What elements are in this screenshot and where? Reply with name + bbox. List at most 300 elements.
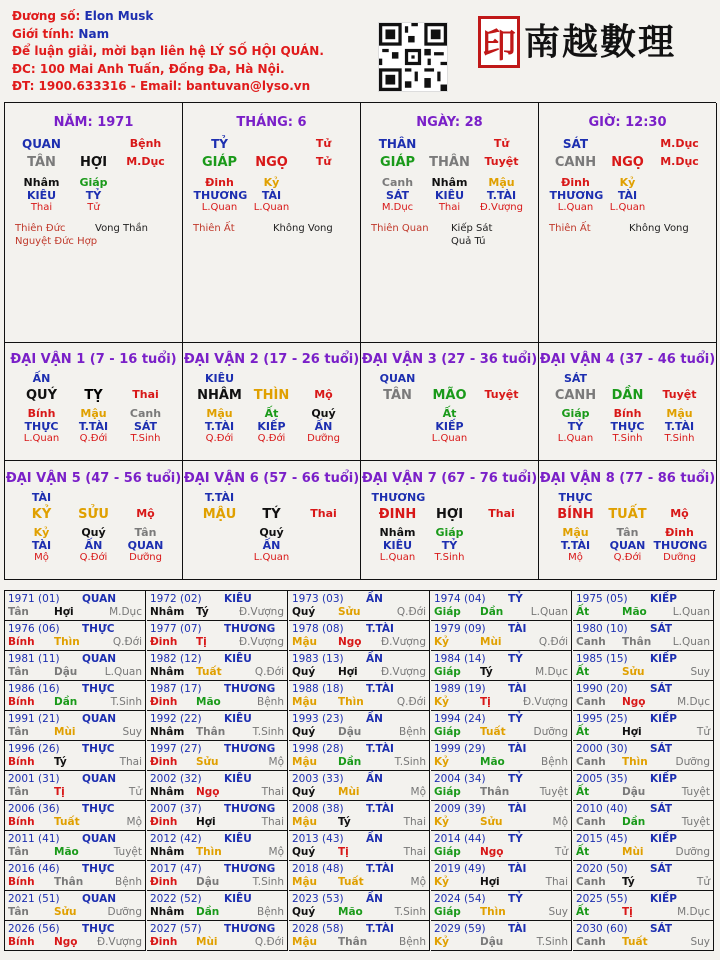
- year-cell: [573, 621, 714, 651]
- dai-van-can-chi-row: [183, 388, 360, 403]
- spacer: [654, 491, 706, 504]
- hidden-stage: Q.Đới: [613, 552, 642, 563]
- year-cell: [573, 801, 714, 831]
- dai-van-stage: Thai: [310, 507, 337, 520]
- contact-line: Để luận giải, mời bạn liên hệ LÝ SỐ HỘI QUÁN.: [12, 44, 324, 58]
- year-row-top: [8, 653, 142, 666]
- year-stem: Tân: [8, 606, 29, 618]
- year-cell: [5, 771, 146, 801]
- year-branch: Dậu: [480, 936, 504, 948]
- year-row-top: [150, 593, 284, 606]
- year-label: 1995 (25): [576, 713, 628, 725]
- year-stem: Giáp: [434, 846, 461, 858]
- hidden-star: KIÊU: [26, 189, 57, 202]
- year-stage: Dưỡng: [675, 756, 710, 768]
- year-branch: Dần: [196, 906, 220, 918]
- hidden-star: SÁT: [133, 420, 158, 433]
- year-stage: T.Sinh: [536, 936, 568, 948]
- year-row-top: [576, 593, 710, 606]
- hidden-stem: [120, 176, 172, 189]
- year-branch: Tý: [196, 606, 209, 618]
- year-star: TỶ: [508, 773, 523, 785]
- year-row-bottom: [8, 846, 142, 859]
- year-stage: T.Sinh: [394, 756, 426, 768]
- spacer: [298, 491, 350, 504]
- year-branch: Sửu: [480, 816, 503, 828]
- year-stem: Đinh: [150, 816, 178, 828]
- year-label: 2011 (41): [8, 833, 60, 845]
- hidden-star: [372, 420, 424, 433]
- year-label: 2020 (50): [576, 863, 628, 875]
- pillar-stars-row: [361, 137, 538, 151]
- year-branch: Sửu: [196, 756, 219, 768]
- year-row-bottom: [150, 696, 284, 709]
- pillar-title: NGÀY: 28: [416, 115, 483, 130]
- year-label: 1984 (14): [434, 653, 486, 665]
- hidden-star: [654, 189, 706, 202]
- spacer: [424, 372, 476, 385]
- year-row-bottom: [434, 846, 568, 859]
- year-star: TỶ: [508, 593, 523, 605]
- hidden-star: THƯƠNG: [193, 189, 248, 202]
- year-star: ẤN: [366, 593, 383, 605]
- year-star: QUAN: [82, 893, 117, 905]
- year-row-bottom: [576, 726, 710, 739]
- year-label: 2002 (32): [150, 773, 202, 785]
- year-stage: Mộ: [410, 786, 426, 798]
- year-branch: Thìn: [622, 756, 648, 768]
- heavenly-stem-star: QUAN: [22, 137, 61, 151]
- year-stem: Kỷ: [434, 756, 449, 768]
- dai-van-stem: MẬU: [202, 507, 237, 522]
- hidden-stages-row: [5, 202, 182, 213]
- year-stage: Q.Đới: [254, 936, 284, 948]
- year-branch: Dậu: [622, 786, 646, 798]
- year-cell: [431, 891, 572, 921]
- year-label: 2022 (52): [150, 893, 202, 905]
- pillar-stars-row: [539, 137, 716, 151]
- hidden-stage: [476, 552, 528, 563]
- year-stage: Bệnh: [115, 876, 142, 888]
- year-branch: Mão: [622, 606, 647, 618]
- year-cell: [147, 801, 288, 831]
- year-label: 2010 (40): [576, 803, 628, 815]
- year-stage: T.Sinh: [394, 906, 426, 918]
- year-row-bottom: [292, 756, 426, 769]
- year-row-top: [8, 833, 142, 846]
- year-stem: Ất: [576, 666, 590, 678]
- hidden-star: ẤN: [314, 420, 333, 433]
- year-stage: Mộ: [410, 876, 426, 888]
- year-stage: Suy: [690, 936, 710, 948]
- year-star: KIẾP: [650, 653, 677, 665]
- dai-van-hidden-stages: [183, 433, 360, 444]
- year-star: T.TÀI: [366, 743, 394, 755]
- year-star: THƯƠNG: [224, 923, 276, 935]
- hidden-star: [476, 420, 528, 433]
- dai-van-can-chi-row: [5, 507, 182, 522]
- hidden-stem: Canh: [129, 407, 162, 420]
- year-row-bottom: [434, 606, 568, 619]
- spacer: [120, 491, 172, 504]
- gender-value: Nam: [78, 26, 110, 41]
- hidden-star: TÀI: [261, 189, 282, 202]
- pillar-cell: [183, 103, 361, 343]
- year-branch: Sửu: [338, 606, 361, 618]
- year-row-bottom: [576, 696, 710, 709]
- year-label: 1979 (09): [434, 623, 486, 635]
- pillar-stars-row: [183, 137, 360, 151]
- year-stage: Bệnh: [541, 756, 568, 768]
- dai-van-hidden-stems: [361, 526, 538, 539]
- earthly-branch: HỢI: [79, 155, 108, 170]
- dai-van-star: KIÊU: [204, 372, 235, 385]
- year-stage: Tuyệt: [681, 786, 710, 798]
- year-cell: [147, 891, 288, 921]
- pillar-can-chi-row: [539, 155, 716, 170]
- year-label: 1981 (11): [8, 653, 60, 665]
- year-cell: [573, 651, 714, 681]
- dai-van-stem: TÂN: [383, 388, 412, 403]
- year-row-bottom: [8, 816, 142, 829]
- year-label: 1988 (18): [292, 683, 344, 695]
- year-row-top: [576, 863, 710, 876]
- year-cell: [431, 681, 572, 711]
- year-cell: [5, 831, 146, 861]
- year-label: 1989 (19): [434, 683, 486, 695]
- year-label: 1976 (06): [8, 623, 60, 635]
- hidden-stem: Đinh: [205, 176, 234, 189]
- year-branch: Ngọ: [622, 696, 646, 708]
- year-row-top: [8, 803, 142, 816]
- year-row-top: [434, 803, 568, 816]
- year-stem: Nhâm: [150, 666, 185, 678]
- hidden-star: TỶ: [441, 539, 458, 552]
- year-stem: Nhâm: [150, 726, 185, 738]
- year-row-top: [292, 623, 426, 636]
- year-row-bottom: [434, 696, 568, 709]
- earthly-branch: NGỌ: [611, 155, 644, 170]
- year-star: ẤN: [366, 773, 383, 785]
- stage-label: Tử: [315, 137, 332, 150]
- dai-van-can-chi-row: [361, 507, 538, 522]
- shensha-right: Quả Tú: [451, 236, 486, 247]
- year-cell: [289, 771, 430, 801]
- year-cell: [289, 621, 430, 651]
- year-row-bottom: [576, 846, 710, 859]
- year-stage: Q.Đới: [538, 636, 568, 648]
- year-star: QUAN: [82, 713, 117, 725]
- dai-van-branch: HỢI: [435, 507, 464, 522]
- year-row-top: [150, 653, 284, 666]
- shensha-row: [5, 223, 182, 234]
- year-row-top: [8, 773, 142, 786]
- year-stage: Q.Đới: [396, 696, 426, 708]
- year-branch: Mùi: [622, 846, 644, 858]
- year-star: TÀI: [508, 743, 527, 755]
- year-stage: L.Quan: [672, 606, 710, 618]
- year-stem: Giáp: [434, 906, 461, 918]
- year-star: QUAN: [82, 773, 117, 785]
- hidden-stage: Dưỡng: [307, 433, 340, 444]
- phone-email-line: ĐT: 1900.633316 - Email: bantuvan@lyso.vn: [12, 79, 311, 93]
- hidden-star: KIÊU: [434, 189, 465, 202]
- dai-van-hidden-stars: [361, 539, 538, 552]
- hidden-star: [194, 539, 246, 552]
- year-row-bottom: [576, 786, 710, 799]
- year-row-top: [292, 773, 426, 786]
- hidden-stem: Mậu: [666, 407, 693, 420]
- year-row-top: [8, 593, 142, 606]
- hidden-stem: Kỷ: [263, 176, 280, 189]
- shensha-left: Thiên Quan: [371, 223, 429, 234]
- year-row-top: [576, 893, 710, 906]
- year-stage: Tuyệt: [681, 816, 710, 828]
- stage-label: Tuyệt: [484, 155, 519, 168]
- year-stage: Đ.Vượng: [238, 636, 284, 648]
- hidden-stems-row: [539, 176, 716, 189]
- year-row-bottom: [292, 786, 426, 799]
- heavenly-stem-star: THÂN: [378, 137, 417, 151]
- year-label: 2026 (56): [8, 923, 60, 935]
- year-label: 1990 (20): [576, 683, 628, 695]
- dai-van-cell: [5, 342, 183, 461]
- year-label: 2006 (36): [8, 803, 60, 815]
- dai-van-hidden-stars: [361, 420, 538, 433]
- hidden-stages-row: [183, 202, 360, 213]
- year-row-bottom: [150, 816, 284, 829]
- year-label: 2028 (58): [292, 923, 344, 935]
- dai-van-cell: [361, 461, 539, 580]
- hidden-stem: Canh: [381, 176, 414, 189]
- dai-van-star: QUAN: [379, 372, 416, 385]
- year-stem: Giáp: [434, 726, 461, 738]
- owner-label: Đương số:: [12, 9, 81, 23]
- year-star: TỶ: [508, 713, 523, 725]
- year-branch: Thìn: [480, 906, 506, 918]
- year-stem: Ất: [576, 726, 590, 738]
- year-stage: Thai: [261, 786, 284, 798]
- year-label: 2029 (59): [434, 923, 486, 935]
- pillar-can-chi-row: [5, 155, 182, 170]
- year-star: ẤN: [366, 833, 383, 845]
- hidden-star: TỶ: [567, 420, 584, 433]
- year-branch: Mùi: [54, 726, 76, 738]
- hidden-stage: L.Quan: [253, 552, 290, 563]
- header-info: [12, 8, 382, 96]
- dai-van-hidden-stems: [183, 526, 360, 539]
- stage-label: M.Dục: [660, 155, 699, 168]
- dai-van-hidden-stages: [539, 552, 716, 563]
- spacer: [68, 491, 120, 504]
- spacer: [424, 137, 476, 151]
- hidden-stage: [120, 202, 172, 213]
- year-branch: Thìn: [196, 846, 222, 858]
- hidden-stems-row: [361, 176, 538, 189]
- hidden-stem: Đinh: [561, 176, 590, 189]
- year-label: 2013 (43): [292, 833, 344, 845]
- year-row-top: [150, 683, 284, 696]
- year-branch: Tị: [54, 786, 65, 798]
- shensha-left: Thiên Ất: [549, 223, 591, 234]
- year-row-top: [150, 623, 284, 636]
- shensha-left: Nguyệt Đức Hợp: [15, 236, 98, 247]
- year-row-top: [150, 863, 284, 876]
- year-cell: [289, 891, 430, 921]
- year-row-bottom: [292, 696, 426, 709]
- year-star: TỶ: [508, 653, 523, 665]
- year-row-bottom: [150, 786, 284, 799]
- year-row-bottom: [292, 906, 426, 919]
- year-row-top: [434, 653, 568, 666]
- year-stem: Tân: [8, 906, 29, 918]
- year-star: TÀI: [508, 863, 527, 875]
- year-branch: Hợi: [54, 606, 74, 618]
- hidden-stages-row: [361, 202, 538, 213]
- hidden-star: ẤN: [262, 539, 281, 552]
- year-star: TÀI: [508, 923, 527, 935]
- year-star: KIẾP: [650, 773, 677, 785]
- year-star: KIÊU: [224, 833, 252, 845]
- dai-van-star-row: [5, 491, 182, 504]
- hidden-star: TÀI: [31, 539, 52, 552]
- hidden-stem: Bính: [27, 407, 56, 420]
- shensha-right: Kiếp Sát: [451, 223, 493, 234]
- hidden-stage: T.Sinh: [130, 433, 161, 444]
- year-stem: Ất: [576, 846, 590, 858]
- year-stem: Bính: [8, 756, 35, 768]
- year-row-top: [434, 593, 568, 606]
- year-row-top: [292, 863, 426, 876]
- year-row-top: [434, 893, 568, 906]
- hidden-stage: Tử: [87, 202, 100, 213]
- hidden-stem: [372, 407, 424, 420]
- year-star: THỰC: [82, 923, 115, 935]
- year-row-bottom: [434, 786, 568, 799]
- heavenly-stem: CANH: [554, 155, 597, 170]
- hidden-star: KIẾP: [257, 420, 286, 433]
- hidden-stem: Nhâm: [431, 176, 468, 189]
- year-cell: [431, 861, 572, 891]
- year-cell: [573, 861, 714, 891]
- hidden-stage: M.Dục: [381, 202, 414, 213]
- year-branch: Thân: [54, 876, 84, 888]
- year-star: KIÊU: [224, 713, 252, 725]
- year-label: 1986 (16): [8, 683, 60, 695]
- dai-van-stem: QUÝ: [25, 388, 58, 403]
- year-branch: Mùi: [338, 786, 360, 798]
- hidden-stage: L.Quan: [23, 433, 60, 444]
- year-row-top: [150, 803, 284, 816]
- hidden-stage: L.Quan: [379, 552, 416, 563]
- year-row-top: [292, 653, 426, 666]
- pillar-cell: [361, 103, 539, 343]
- hidden-stages-row: [539, 202, 716, 213]
- year-branch: Mão: [196, 696, 221, 708]
- year-branch: Tuất: [338, 876, 364, 888]
- hidden-star: THỰC: [610, 420, 645, 433]
- year-stage: L.Quan: [672, 636, 710, 648]
- year-row-bottom: [576, 756, 710, 769]
- hidden-stage: Q.Đới: [205, 433, 234, 444]
- year-row-bottom: [150, 636, 284, 649]
- year-row-bottom: [8, 666, 142, 679]
- year-stem: Mậu: [292, 936, 318, 948]
- year-row-bottom: [576, 666, 710, 679]
- year-stem: Bính: [8, 816, 35, 828]
- year-row-top: [576, 803, 710, 816]
- year-stage: Mộ: [552, 816, 568, 828]
- year-label: 1978 (08): [292, 623, 344, 635]
- year-row-top: [292, 893, 426, 906]
- year-label: 1996 (26): [8, 743, 60, 755]
- hidden-stage: Q.Đới: [79, 433, 108, 444]
- dai-van-hidden-stars: [539, 420, 716, 433]
- year-branch: Tý: [338, 816, 351, 828]
- year-stem: Ất: [576, 606, 590, 618]
- year-row-bottom: [434, 666, 568, 679]
- year-stage: Thai: [403, 816, 426, 828]
- shensha-row: [539, 223, 716, 234]
- year-label: 1994 (24): [434, 713, 486, 725]
- year-stem: Mậu: [292, 816, 318, 828]
- spacer: [246, 137, 298, 151]
- pillar-cell: [539, 103, 717, 343]
- year-stage: Tử: [554, 846, 568, 858]
- year-star: KIÊU: [224, 773, 252, 785]
- year-stem: Quý: [292, 726, 316, 738]
- year-row-bottom: [434, 636, 568, 649]
- dai-van-can-chi-row: [361, 388, 538, 403]
- hidden-stage: T.Sinh: [664, 433, 695, 444]
- heavenly-stem: TÂN: [27, 155, 56, 170]
- hidden-stem: Ất: [264, 407, 279, 420]
- dai-van-stage: Mộ: [314, 388, 333, 401]
- year-label: 2012 (42): [150, 833, 202, 845]
- qr-code[interactable]: [378, 22, 448, 92]
- year-stage: Đ.Vượng: [380, 636, 426, 648]
- year-label: 2019 (49): [434, 863, 486, 875]
- year-stem: Đinh: [150, 756, 178, 768]
- year-stem: Nhâm: [150, 906, 185, 918]
- year-cell: [5, 591, 146, 621]
- dai-van-title: ĐẠI VẬN 8 (77 - 86 tuổi): [539, 471, 716, 486]
- year-cell: [431, 711, 572, 741]
- hidden-star: [476, 539, 528, 552]
- shensha-row: [361, 236, 538, 247]
- year-branch: Thân: [338, 936, 368, 948]
- shensha-row: [5, 236, 182, 247]
- year-cell: [147, 711, 288, 741]
- year-stage: Tử: [696, 876, 710, 888]
- year-stem: Giáp: [434, 666, 461, 678]
- year-stem: Bính: [8, 636, 35, 648]
- year-label: 1997 (27): [150, 743, 202, 755]
- year-row-bottom: [8, 906, 142, 919]
- spacer: [246, 491, 298, 504]
- year-row-top: [576, 773, 710, 786]
- year-label: 1999 (29): [434, 743, 486, 755]
- year-row-bottom: [8, 606, 142, 619]
- year-stem: Canh: [576, 756, 606, 768]
- year-star: KIẾP: [650, 893, 677, 905]
- year-star: THỰC: [82, 743, 115, 755]
- hidden-star: TỶ: [85, 189, 102, 202]
- owner-line: [12, 8, 382, 26]
- spacer: [424, 491, 476, 504]
- year-stage: T.Sinh: [110, 696, 142, 708]
- hidden-stem: Tân: [616, 526, 639, 539]
